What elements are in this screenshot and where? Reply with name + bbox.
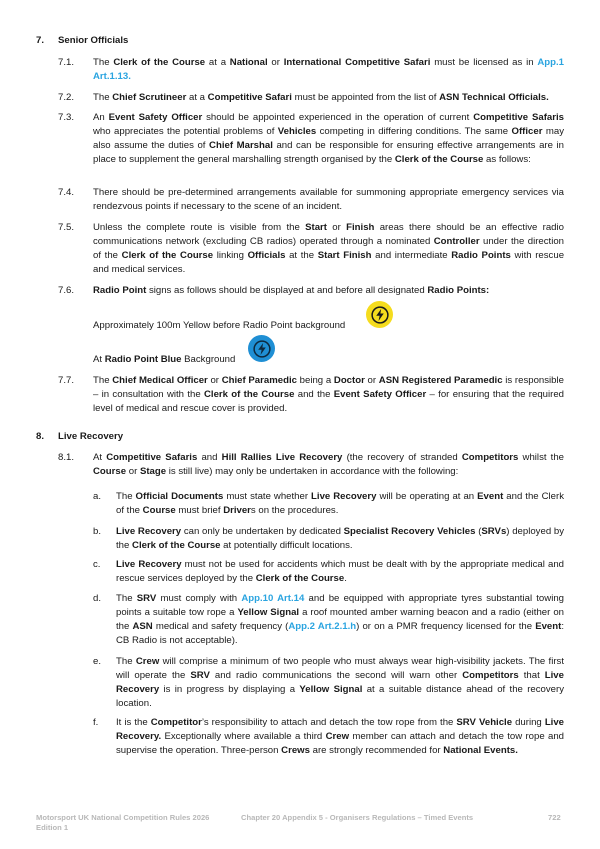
clause-8-1-d-letter: d. bbox=[93, 593, 102, 604]
lightning-bolt-icon bbox=[253, 340, 271, 358]
clause-7-7-number: 7.7. bbox=[58, 375, 75, 386]
clause-7-6-number: 7.6. bbox=[58, 285, 75, 296]
yellow-sign-caption: Approximately 100m Yellow before Radio Point background bbox=[93, 320, 346, 331]
footer-page-number: 722 bbox=[548, 813, 561, 822]
link-app2-art2-1-h[interactable]: App.2 Art.2.1.h bbox=[288, 621, 357, 633]
section-8-number: 8. bbox=[36, 431, 45, 442]
clause-8-1-f-letter: f. bbox=[93, 717, 99, 728]
blue-radio-point-sign bbox=[248, 335, 275, 362]
clause-7-1-number: 7.1. bbox=[58, 57, 75, 68]
footer-edition: Edition 1 bbox=[36, 823, 69, 832]
clause-7-4-text: There should be pre-determined arrangements available for summoning appropriate emergency services via rendezvous points if necessary to the scene of an incident. bbox=[93, 187, 564, 213]
footer-rulebook-title: Motorsport UK National Competition Rules 2026 bbox=[36, 813, 210, 822]
clause-7-3-text: An Event Safety Officer should be appointed experienced in the operation of current Competitive Safaris who appreciates the potential problems of Vehicles competing in differing conditions. The same Officer may also assume the duties of Chief Marshal and can be responsible for ensuring effective arrangements are in place to supplement the general marshalling strength organised by the Clerk of the Course as follows: bbox=[93, 112, 564, 166]
clause-7-3-number: 7.3. bbox=[58, 112, 75, 123]
yellow-radio-point-sign bbox=[366, 301, 393, 328]
clause-8-1-b-text: Live Recovery can only be undertaken by dedicated Specialist Recovery Vehicles (SRVs) deployed by the Clerk of the Course at potentially difficult locations. bbox=[116, 526, 565, 552]
blue-sign-caption: At Radio Point Blue Background bbox=[93, 354, 236, 365]
clause-8-1-e-letter: e. bbox=[93, 656, 102, 667]
section-8-title: Live Recovery bbox=[58, 431, 124, 442]
clause-7-7-text: The Chief Medical Officer or Chief Paramedic being a Doctor or ASN Registered Paramedic is responsible – in consultation with the Clerk of the Course and the Event Safety Officer – for ensuring that the required level of medical and rescue cover is provided. bbox=[93, 375, 564, 415]
link-app10-art14[interactable]: App.10 Art.14 bbox=[241, 593, 305, 604]
clause-7-2-number: 7.2. bbox=[58, 92, 75, 103]
clause-8-1-b-letter: b. bbox=[93, 526, 102, 537]
clause-8-1-text: At Competitive Safaris and Hill Rallies Live Recovery (the recovery of stranded Competitors whilst the Course or Stage is still live) may only be undertaken in accordance with the following: bbox=[93, 452, 565, 478]
clause-7-2-text: The Chief Scrutineer at a Competitive Safari must be appointed from the list of ASN Technical Officials. bbox=[93, 92, 549, 103]
clause-7-4-number: 7.4. bbox=[58, 187, 75, 198]
clause-8-1-e-text: The Crew will comprise a minimum of two people who must always wear high-visibility jackets. The first will operate the SRV and radio communications the second will warn other Competitors that Live Recovery is in progress by displaying a Yellow Signal at a suitable distance ahead of the recovery location. bbox=[116, 656, 565, 710]
lightning-bolt-icon bbox=[371, 306, 389, 324]
clause-8-1-c-letter: c. bbox=[93, 559, 101, 570]
clause-8-1-c-text: Live Recovery must not be used for accidents which must be dealt with by the appropriate medical and rescue services deployed by the Clerk of the Course. bbox=[116, 559, 565, 585]
link-app1-art1-13[interactable]: App.1 Art.1.13 bbox=[93, 57, 564, 83]
clause-7-6-text: Radio Point signs as follows should be displayed at and before all designated Radio Points: bbox=[93, 285, 490, 296]
footer-chapter: Chapter 20 Appendix 5 - Organisers Regulations – Timed Events bbox=[241, 813, 474, 822]
clause-7-5-number: 7.5. bbox=[58, 222, 75, 233]
clause-8-1-a-text: The Official Documents must state whether Live Recovery will be operating at an Event and the Clerk of the Course must brief Drivers on the procedures. bbox=[116, 491, 565, 517]
clause-8-1-d-text: The SRV must comply with App.10 Art.14 and be equipped with appropriate tyres substantial towing points a suitable tow rope a Yellow Signal a roof mounted amber warning beacon and a radio (either on the ASN medical and safety frequency (App.2 Art.2.1.h) or on a PMR frequency licensed for the Event: CB Radio is not acceptable). bbox=[116, 593, 565, 647]
clause-8-1-f-text: It is the Competitor’s responsibility to attach and detach the tow rope from the SRV Vehicle during Live Recovery. Exceptionally where available a third Crew member can attach and detach the tow rope and supervise the operation. Three-person Crews are strongly recommended for National Events. bbox=[116, 717, 565, 757]
clause-8-1-a-letter: a. bbox=[93, 491, 102, 502]
section-7-title: Senior Officials bbox=[58, 35, 129, 46]
section-7-number: 7. bbox=[36, 35, 45, 46]
clause-7-1-text: The Clerk of the Course at a National or International Competitive Safari must be licensed as in App.1 Art.1.13. bbox=[93, 57, 564, 83]
clause-8-1-number: 8.1. bbox=[58, 452, 75, 463]
clause-7-5-text: Unless the complete route is visible from the Start or Finish areas there should be an effective radio communications network (excluding CB radios) operated through a nominated Controller under the direction of the Clerk of the Course linking Officials at the Start Finish and intermediate Radio Points with rescue and medical services. bbox=[93, 222, 565, 276]
